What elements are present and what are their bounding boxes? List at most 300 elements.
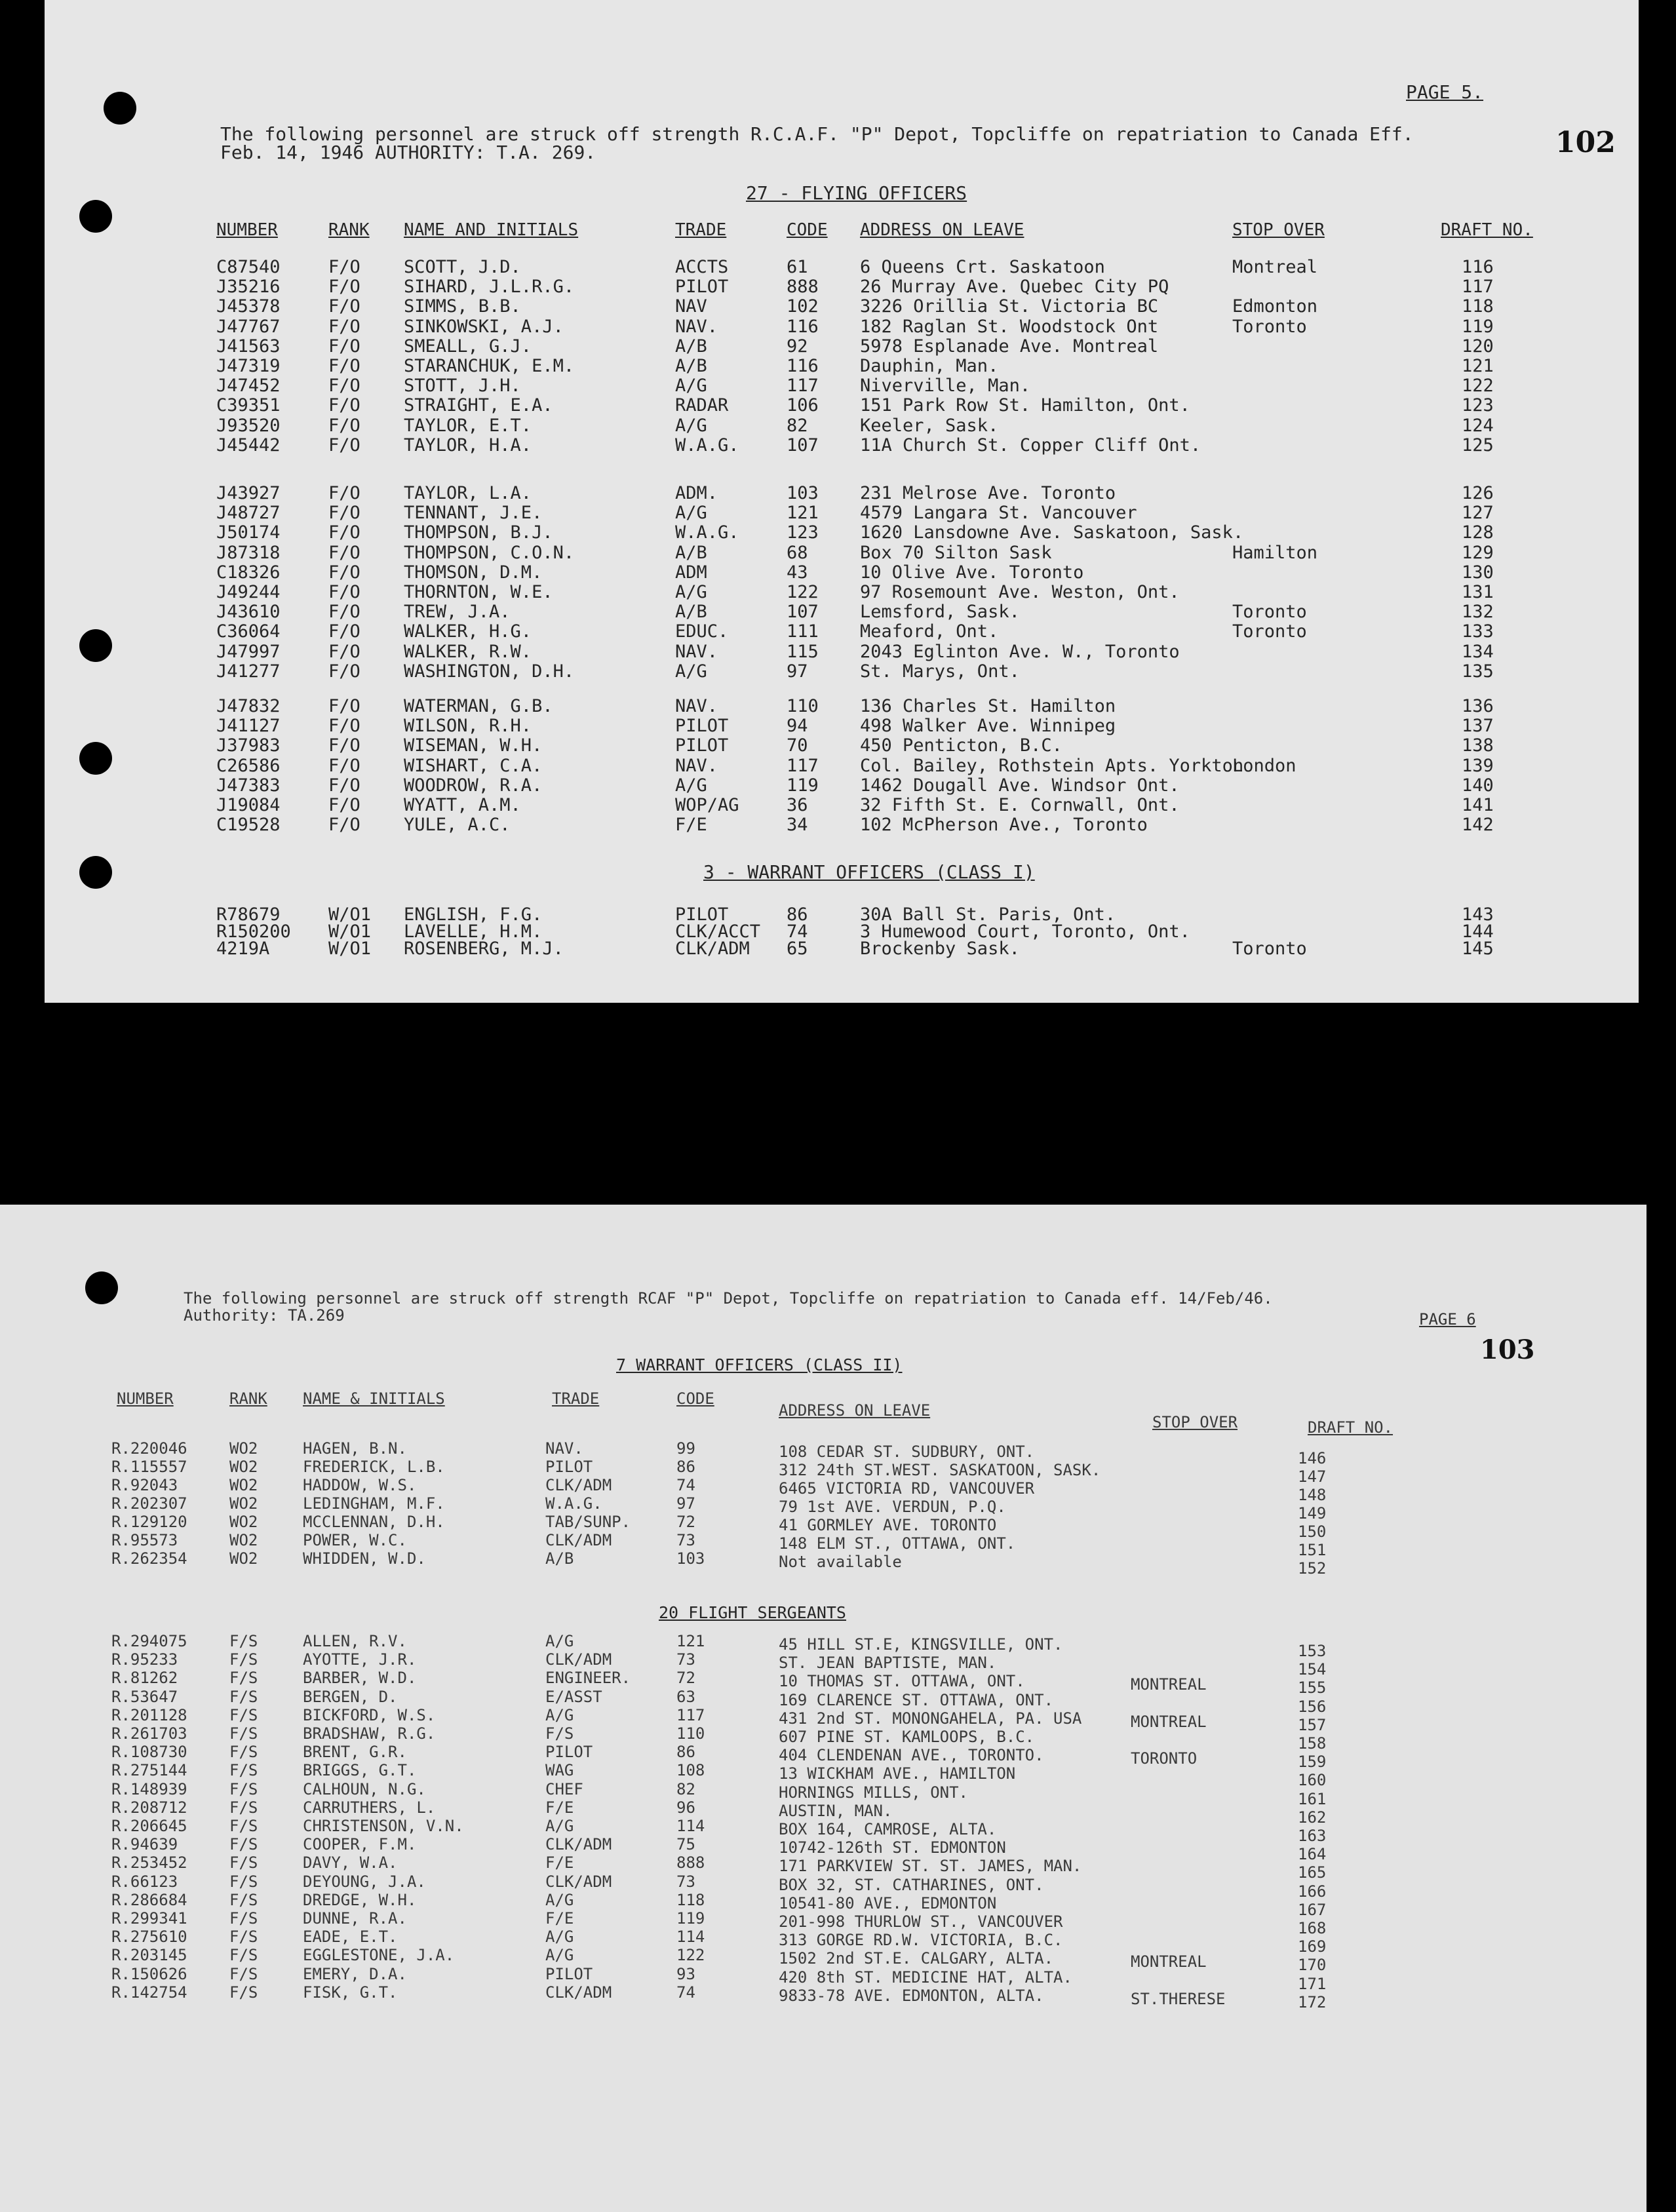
table-row [45,395,1639,415]
cell-trade: NAV. [675,755,718,776]
cell-rank: F/O [328,716,361,737]
table-row [45,376,1639,395]
cell-name: STARANCHUK, E.M. [404,356,575,376]
cell-address: 607 PINE ST. KAMLOOPS, B.C. [779,1728,1035,1746]
cell-code: 117 [676,1705,705,1724]
cell-address: 169 CLARENCE ST. OTTAWA, ONT. [779,1690,1054,1709]
cell-draft-no: 166 [1298,1882,1327,1901]
cell-name: DEYOUNG, J.A. [303,1872,426,1891]
cell-draft-no: 152 [1298,1559,1327,1578]
cell-code: 61 [787,257,808,277]
cell-rank: F/O [328,775,361,796]
header-rank: RANK [328,220,370,240]
cell-trade: PILOT [545,1743,593,1762]
cell-draft-no: 143 [1462,904,1494,925]
cell-address: 30A Ball St. Paris, Ont. [860,904,1116,925]
cell-rank: F/S [229,1928,258,1947]
table-row [45,602,1639,621]
cell-number: R150200 [216,922,291,942]
cell-trade: PILOT [545,1964,593,1983]
cell-draft-no: 116 [1462,257,1494,277]
cell-code: 888 [787,277,819,298]
cell-address: BOX 164, CAMROSE, ALTA. [779,1820,997,1838]
cell-rank: W/O1 [328,922,372,942]
cell-address: 6465 VICTORIA RD, VANCOUVER [779,1479,1035,1498]
cell-address: 41 GORMLEY AVE. TORONTO [779,1516,997,1534]
cell-name: EGGLESTONE, J.A. [303,1946,455,1965]
cell-rank: F/S [229,1687,258,1706]
cell-address: 6 Queens Crt. Saskatoon [860,257,1105,277]
page-label: PAGE 6 [1419,1310,1476,1329]
cell-rank: F/S [229,1909,258,1928]
cell-code: 99 [676,1439,695,1458]
cell-number: R.148939 [111,1779,187,1798]
cell-address: 4579 Langara St. Vancouver [860,503,1137,524]
cell-trade: A/B [675,336,707,357]
cell-address: 313 GORGE RD.W. VICTORIA, B.C. [779,1931,1063,1950]
cell-trade: CHEF [545,1779,583,1798]
cell-code: 121 [787,503,819,524]
cell-address: 148 ELM ST., OTTAWA, ONT. [779,1534,1016,1553]
cell-number: J43927 [216,483,281,503]
cell-name: STOTT, J.H. [404,376,521,397]
section-title-flight-sergeants: 20 FLIGHT SERGEANTS [659,1603,846,1622]
cell-number: R.201128 [111,1705,187,1724]
cell-draft-no: 165 [1298,1863,1327,1882]
cell-trade: CLK/ADM [545,1872,612,1891]
cell-name: SMEALL, G.J. [404,336,532,357]
cell-trade: PILOT [675,735,729,756]
cell-number: R.206645 [111,1817,187,1835]
cell-rank: F/S [229,1798,258,1817]
cell-code: 63 [676,1687,695,1706]
cell-trade: CLK/ADM [545,1835,612,1854]
cell-rank: F/S [229,1853,258,1872]
intro-line-1: The following personnel are struck off strength R.C.A.F. "P" Depot, Topcliffe on repatriation to Canada Eff. [220,123,1414,145]
cell-stop-over: Toronto [1232,602,1307,623]
cell-number: R.150626 [111,1964,187,1983]
cell-rank: F/S [229,1946,258,1965]
cell-rank: WO2 [229,1531,258,1549]
table-row [0,1983,1647,2011]
cell-address: 5978 Esplanade Ave. Montreal [860,336,1159,357]
cell-rank: F/S [229,1983,258,2002]
cell-trade: TAB/SUNP. [545,1513,631,1531]
cell-number: R.220046 [111,1439,187,1458]
cell-rank: WO2 [229,1476,258,1494]
cell-number: J41127 [216,716,281,737]
cell-trade: ENGINEER. [545,1669,631,1688]
cell-number: R.95233 [111,1650,178,1669]
section-title-warrant-officers-class-2: 7 WARRANT OFFICERS (CLASS II) [616,1355,903,1374]
cell-address: 11A Church St. Copper Cliff Ont. [860,435,1201,456]
cell-draft-no: 164 [1298,1845,1327,1864]
cell-stop-over: Montreal [1232,257,1318,277]
cell-trade: PILOT [545,1458,593,1476]
cell-rank: F/O [328,415,361,436]
cell-trade: CLK/ADM [545,1531,612,1549]
cell-stop-over: Edmonton [1232,296,1318,317]
table-row [45,621,1639,641]
cell-address: 3 Humewood Court, Toronto, Ont. [860,922,1190,942]
cell-draft-no: 146 [1298,1449,1327,1467]
cell-address: 79 1st AVE. VERDUN, P.Q. [779,1498,1006,1516]
cell-address: St. Marys, Ont. [860,661,1020,682]
table-row [45,277,1639,296]
cell-code: 65 [787,939,808,959]
cell-number: J47452 [216,376,281,397]
cell-address: 45 HILL ST.E, KINGSVILLE, ONT. [779,1635,1063,1654]
cell-name: BRIGGS, G.T. [303,1761,417,1780]
cell-number: R.294075 [111,1632,187,1650]
table-row [45,503,1639,522]
cell-name: ALLEN, R.V. [303,1632,407,1650]
cell-trade: A/G [545,1946,574,1965]
cell-code: 121 [676,1632,705,1650]
header-draft-no: DRAFT NO. [1441,220,1533,240]
cell-name: BARBER, W.D. [303,1669,417,1688]
cell-trade: E/ASST [545,1687,602,1706]
punch-hole [85,1271,118,1304]
cell-code: 92 [787,336,808,357]
punch-hole [104,92,136,125]
cell-address: BOX 32, ST. CATHARINES, ONT. [779,1875,1044,1894]
cell-rank: F/O [328,503,361,524]
cell-name: DREDGE, W.H. [303,1890,417,1909]
page-label: PAGE 5. [1406,81,1484,103]
cell-number: R.275610 [111,1928,187,1947]
cell-draft-no: 119 [1462,316,1494,337]
cell-name: DUNNE, R.A. [303,1909,407,1928]
cell-code: 75 [676,1835,695,1854]
cell-code: 73 [676,1650,695,1669]
cell-draft-no: 170 [1298,1956,1327,1975]
cell-address: 182 Raglan St. Woodstock Ont [860,316,1159,337]
cell-rank: WO2 [229,1549,258,1568]
cell-address: Lemsford, Sask. [860,602,1020,623]
cell-number: J41277 [216,661,281,682]
table-row [45,939,1639,958]
cell-number: R.142754 [111,1983,187,2002]
cell-number: R.202307 [111,1494,187,1513]
cell-stop-over: Hamilton [1232,542,1318,563]
cell-draft-no: 167 [1298,1900,1327,1919]
cell-trade: ACCTS [675,257,729,277]
page-number: 102 [1555,126,1616,159]
header-stop-over: STOP OVER [1152,1413,1238,1431]
cell-trade: A/G [545,1705,574,1724]
table-row [45,735,1639,755]
cell-trade: W.A.G. [545,1494,602,1513]
table-row [45,562,1639,582]
cell-draft-no: 121 [1462,356,1494,376]
cell-rank: F/S [229,1724,258,1743]
cell-name: FREDERICK, L.B. [303,1458,445,1476]
cell-code: 123 [787,522,819,543]
cell-draft-no: 168 [1298,1919,1327,1937]
cell-number: R.261703 [111,1724,187,1743]
cell-rank: F/S [229,1872,258,1891]
cell-rank: F/O [328,316,361,337]
cell-address: Niverville, Man. [860,376,1031,397]
cell-number: R.208712 [111,1798,187,1817]
cell-trade: A/B [545,1549,574,1568]
cell-name: EADE, E.T. [303,1928,398,1947]
cell-address: 13 WICKHAM AVE., HAMILTON [779,1764,1016,1783]
cell-code: 86 [676,1458,695,1476]
cell-name: TAYLOR, H.A. [404,435,532,456]
cell-code: 74 [676,1476,695,1494]
cell-number: R.286684 [111,1890,187,1909]
intro-line-2: Feb. 14, 1946 AUTHORITY: T.A. 269. [220,142,596,163]
cell-code: 74 [676,1983,695,2002]
cell-draft-no: 124 [1462,415,1494,436]
cell-trade: ADM. [675,483,718,503]
cell-address: 231 Melrose Ave. Toronto [860,483,1116,503]
cell-address: Brockenby Sask. [860,939,1020,959]
cell-number: C19528 [216,815,281,836]
cell-draft-no: 136 [1462,696,1494,716]
cell-code: 72 [676,1513,695,1531]
cell-number: R.92043 [111,1476,178,1494]
table-row [45,356,1639,376]
cell-draft-no: 131 [1462,582,1494,602]
cell-number: J47383 [216,775,281,796]
cell-code: 888 [676,1853,705,1872]
cell-rank: F/O [328,542,361,563]
table-row [45,416,1639,435]
cell-code: 114 [676,1928,705,1947]
cell-draft-no: 158 [1298,1734,1327,1753]
cell-rank: F/S [229,1761,258,1780]
cell-trade: F/E [545,1798,574,1817]
cell-code: 36 [787,795,808,815]
cell-trade: A/G [675,661,707,682]
cell-code: 93 [676,1964,695,1983]
cell-draft-no: 132 [1462,602,1494,623]
cell-address: 32 Fifth St. E. Cornwall, Ont. [860,795,1180,815]
cell-number: J35216 [216,277,281,298]
cell-name: COOPER, F.M. [303,1835,417,1854]
cell-address: 102 McPherson Ave., Toronto [860,815,1148,836]
section-title-warrant-officers-class-1: 3 - WARRANT OFFICERS (CLASS I) [703,861,1035,883]
cell-name: WISEMAN, W.H. [404,735,543,756]
cell-name: TAYLOR, L.A. [404,483,532,503]
cell-name: BICKFORD, W.S. [303,1705,436,1724]
cell-draft-no: 162 [1298,1808,1327,1827]
header-number: NUMBER [216,220,278,240]
table-row [0,1909,1647,1937]
cell-address: HORNINGS MILLS, ONT. [779,1783,968,1802]
cell-draft-no: 163 [1298,1827,1327,1845]
cell-number: R.81262 [111,1669,178,1688]
cell-trade: A/B [675,542,707,563]
cell-name: MCCLENNAN, D.H. [303,1513,445,1531]
table-row [45,716,1639,735]
intro-line-2: Authority: TA.269 [184,1306,345,1325]
cell-name: FISK, G.T. [303,1983,398,2002]
cell-draft-no: 123 [1462,395,1494,416]
cell-number: J45378 [216,296,281,317]
cell-name: BRADSHAW, R.G. [303,1724,436,1743]
cell-code: 74 [787,922,808,942]
header-address: ADDRESS ON LEAVE [779,1401,931,1420]
table-row [45,317,1639,336]
table-row [0,1549,1647,1578]
cell-code: 117 [787,755,819,776]
cell-draft-no: 154 [1298,1660,1327,1679]
table-row [45,582,1639,602]
cell-name: TENNANT, J.E. [404,503,543,524]
cell-address: Dauphin, Man. [860,356,999,376]
cell-draft-no: 118 [1462,296,1494,317]
document-page-5 [45,0,1639,1003]
cell-name: SIHARD, J.L.R.G. [404,277,575,298]
cell-trade: RADAR [675,395,729,416]
cell-number: R.53647 [111,1687,178,1706]
cell-code: 117 [787,376,819,397]
cell-rank: W/O1 [328,904,372,925]
cell-trade: NAV. [675,641,718,662]
cell-draft-no: 126 [1462,483,1494,503]
cell-draft-no: 151 [1298,1541,1327,1559]
cell-code: 70 [787,735,808,756]
cell-stop-over: Toronto [1232,316,1307,337]
cell-trade: CLK/ADM [545,1476,612,1494]
cell-rank: F/O [328,562,361,583]
cell-number: R.94639 [111,1835,178,1854]
cell-trade: CLK/ADM [675,939,750,959]
cell-code: 103 [676,1549,705,1568]
cell-code: 82 [676,1779,695,1798]
cell-code: 102 [787,296,819,317]
cell-address: 10 THOMAS ST. OTTAWA, ONT. [779,1672,1025,1691]
cell-draft-no: 171 [1298,1974,1327,1993]
cell-name: YULE, A.C. [404,815,511,836]
cell-rank: F/O [328,376,361,397]
cell-name: CARRUTHERS, L. [303,1798,436,1817]
cell-address: 498 Walker Ave. Winnipeg [860,716,1116,737]
cell-trade: A/G [675,415,707,436]
table-row [45,483,1639,503]
cell-draft-no: 139 [1462,755,1494,776]
cell-trade: W.A.G. [675,522,739,543]
cell-code: 107 [787,435,819,456]
cell-trade: F/E [545,1853,574,1872]
cell-draft-no: 169 [1298,1937,1327,1956]
header-address: ADDRESS ON LEAVE [860,220,1024,240]
cell-trade: WAG [545,1761,574,1780]
cell-name: BRENT, G.R. [303,1743,407,1762]
section-title-flying-officers: 27 - FLYING OFFICERS [746,182,967,204]
cell-code: 97 [676,1494,695,1513]
cell-code: 115 [787,641,819,662]
cell-code: 114 [676,1817,705,1835]
cell-name: AYOTTE, J.R. [303,1650,417,1669]
cell-stop-over: London [1232,755,1296,776]
cell-rank: F/O [328,602,361,623]
cell-code: 34 [787,815,808,836]
cell-trade: CLK/ADM [545,1983,612,2002]
table-row [45,696,1639,716]
cell-address: 201-998 THURLOW ST., VANCOUVER [779,1912,1063,1931]
cell-trade: W.A.G. [675,435,739,456]
cell-rank: F/O [328,336,361,357]
cell-rank: F/O [328,755,361,776]
cell-address: 171 PARKVIEW ST. ST. JAMES, MAN. [779,1857,1082,1876]
cell-number: R.108730 [111,1743,187,1762]
cell-rank: F/O [328,296,361,317]
cell-draft-no: 127 [1462,503,1494,524]
cell-trade: WOP/AG [675,795,739,815]
cell-trade: F/E [545,1909,574,1928]
cell-trade: A/G [675,775,707,796]
cell-address: 10 Olive Ave. Toronto [860,562,1084,583]
cell-address: Meaford, Ont. [860,621,999,642]
table-row [45,661,1639,681]
cell-draft-no: 148 [1298,1486,1327,1504]
cell-name: LAVELLE, H.M. [404,922,543,942]
cell-code: 107 [787,602,819,623]
table-row [45,815,1639,834]
cell-number: C18326 [216,562,281,583]
cell-code: 86 [676,1743,695,1762]
cell-stop-over: Toronto [1232,621,1307,642]
cell-trade: A/G [545,1890,574,1909]
cell-address: 2043 Eglinton Ave. W., Toronto [860,641,1180,662]
cell-draft-no: 159 [1298,1753,1327,1772]
cell-rank: WO2 [229,1494,258,1513]
cell-number: J37983 [216,735,281,756]
cell-number: R.203145 [111,1946,187,1965]
cell-name: WATERMAN, G.B. [404,696,553,716]
cell-draft-no: 125 [1462,435,1494,456]
cell-code: 122 [787,582,819,602]
cell-name: LEDINGHAM, M.F. [303,1494,445,1513]
header-number: NUMBER [117,1389,174,1408]
cell-draft-no: 172 [1298,1992,1327,2011]
cell-name: WILSON, R.H. [404,716,532,737]
cell-draft-no: 128 [1462,522,1494,543]
cell-code: 116 [787,356,819,376]
cell-number: J47767 [216,316,281,337]
cell-trade: NAV. [675,316,718,337]
table-row [45,336,1639,356]
cell-rank: F/O [328,661,361,682]
cell-name: TAYLOR, E.T. [404,415,532,436]
cell-name: TREW, J.A. [404,602,511,623]
header-name: NAME AND INITIALS [404,220,579,240]
cell-address: 431 2nd ST. MONONGAHELA, PA. USA [779,1709,1082,1728]
cell-draft-no: 160 [1298,1771,1327,1790]
cell-address: 1462 Dougall Ave. Windsor Ont. [860,775,1180,796]
cell-name: HAGEN, B.N. [303,1439,407,1458]
cell-code: 72 [676,1669,695,1688]
cell-draft-no: 147 [1298,1467,1327,1486]
cell-name: WHIDDEN, W.D. [303,1549,426,1568]
cell-name: WISHART, C.A. [404,755,543,776]
cell-draft-no: 149 [1298,1504,1327,1523]
cell-code: 111 [787,621,819,642]
cell-rank: F/O [328,641,361,662]
cell-rank: WO2 [229,1513,258,1531]
cell-code: 118 [676,1890,705,1909]
cell-draft-no: 134 [1462,641,1494,662]
cell-number: C87540 [216,257,281,277]
cell-address: 1502 2nd ST.E. CALGARY, ALTA. [779,1949,1054,1968]
cell-code: 43 [787,562,808,583]
cell-number: C39351 [216,395,281,416]
